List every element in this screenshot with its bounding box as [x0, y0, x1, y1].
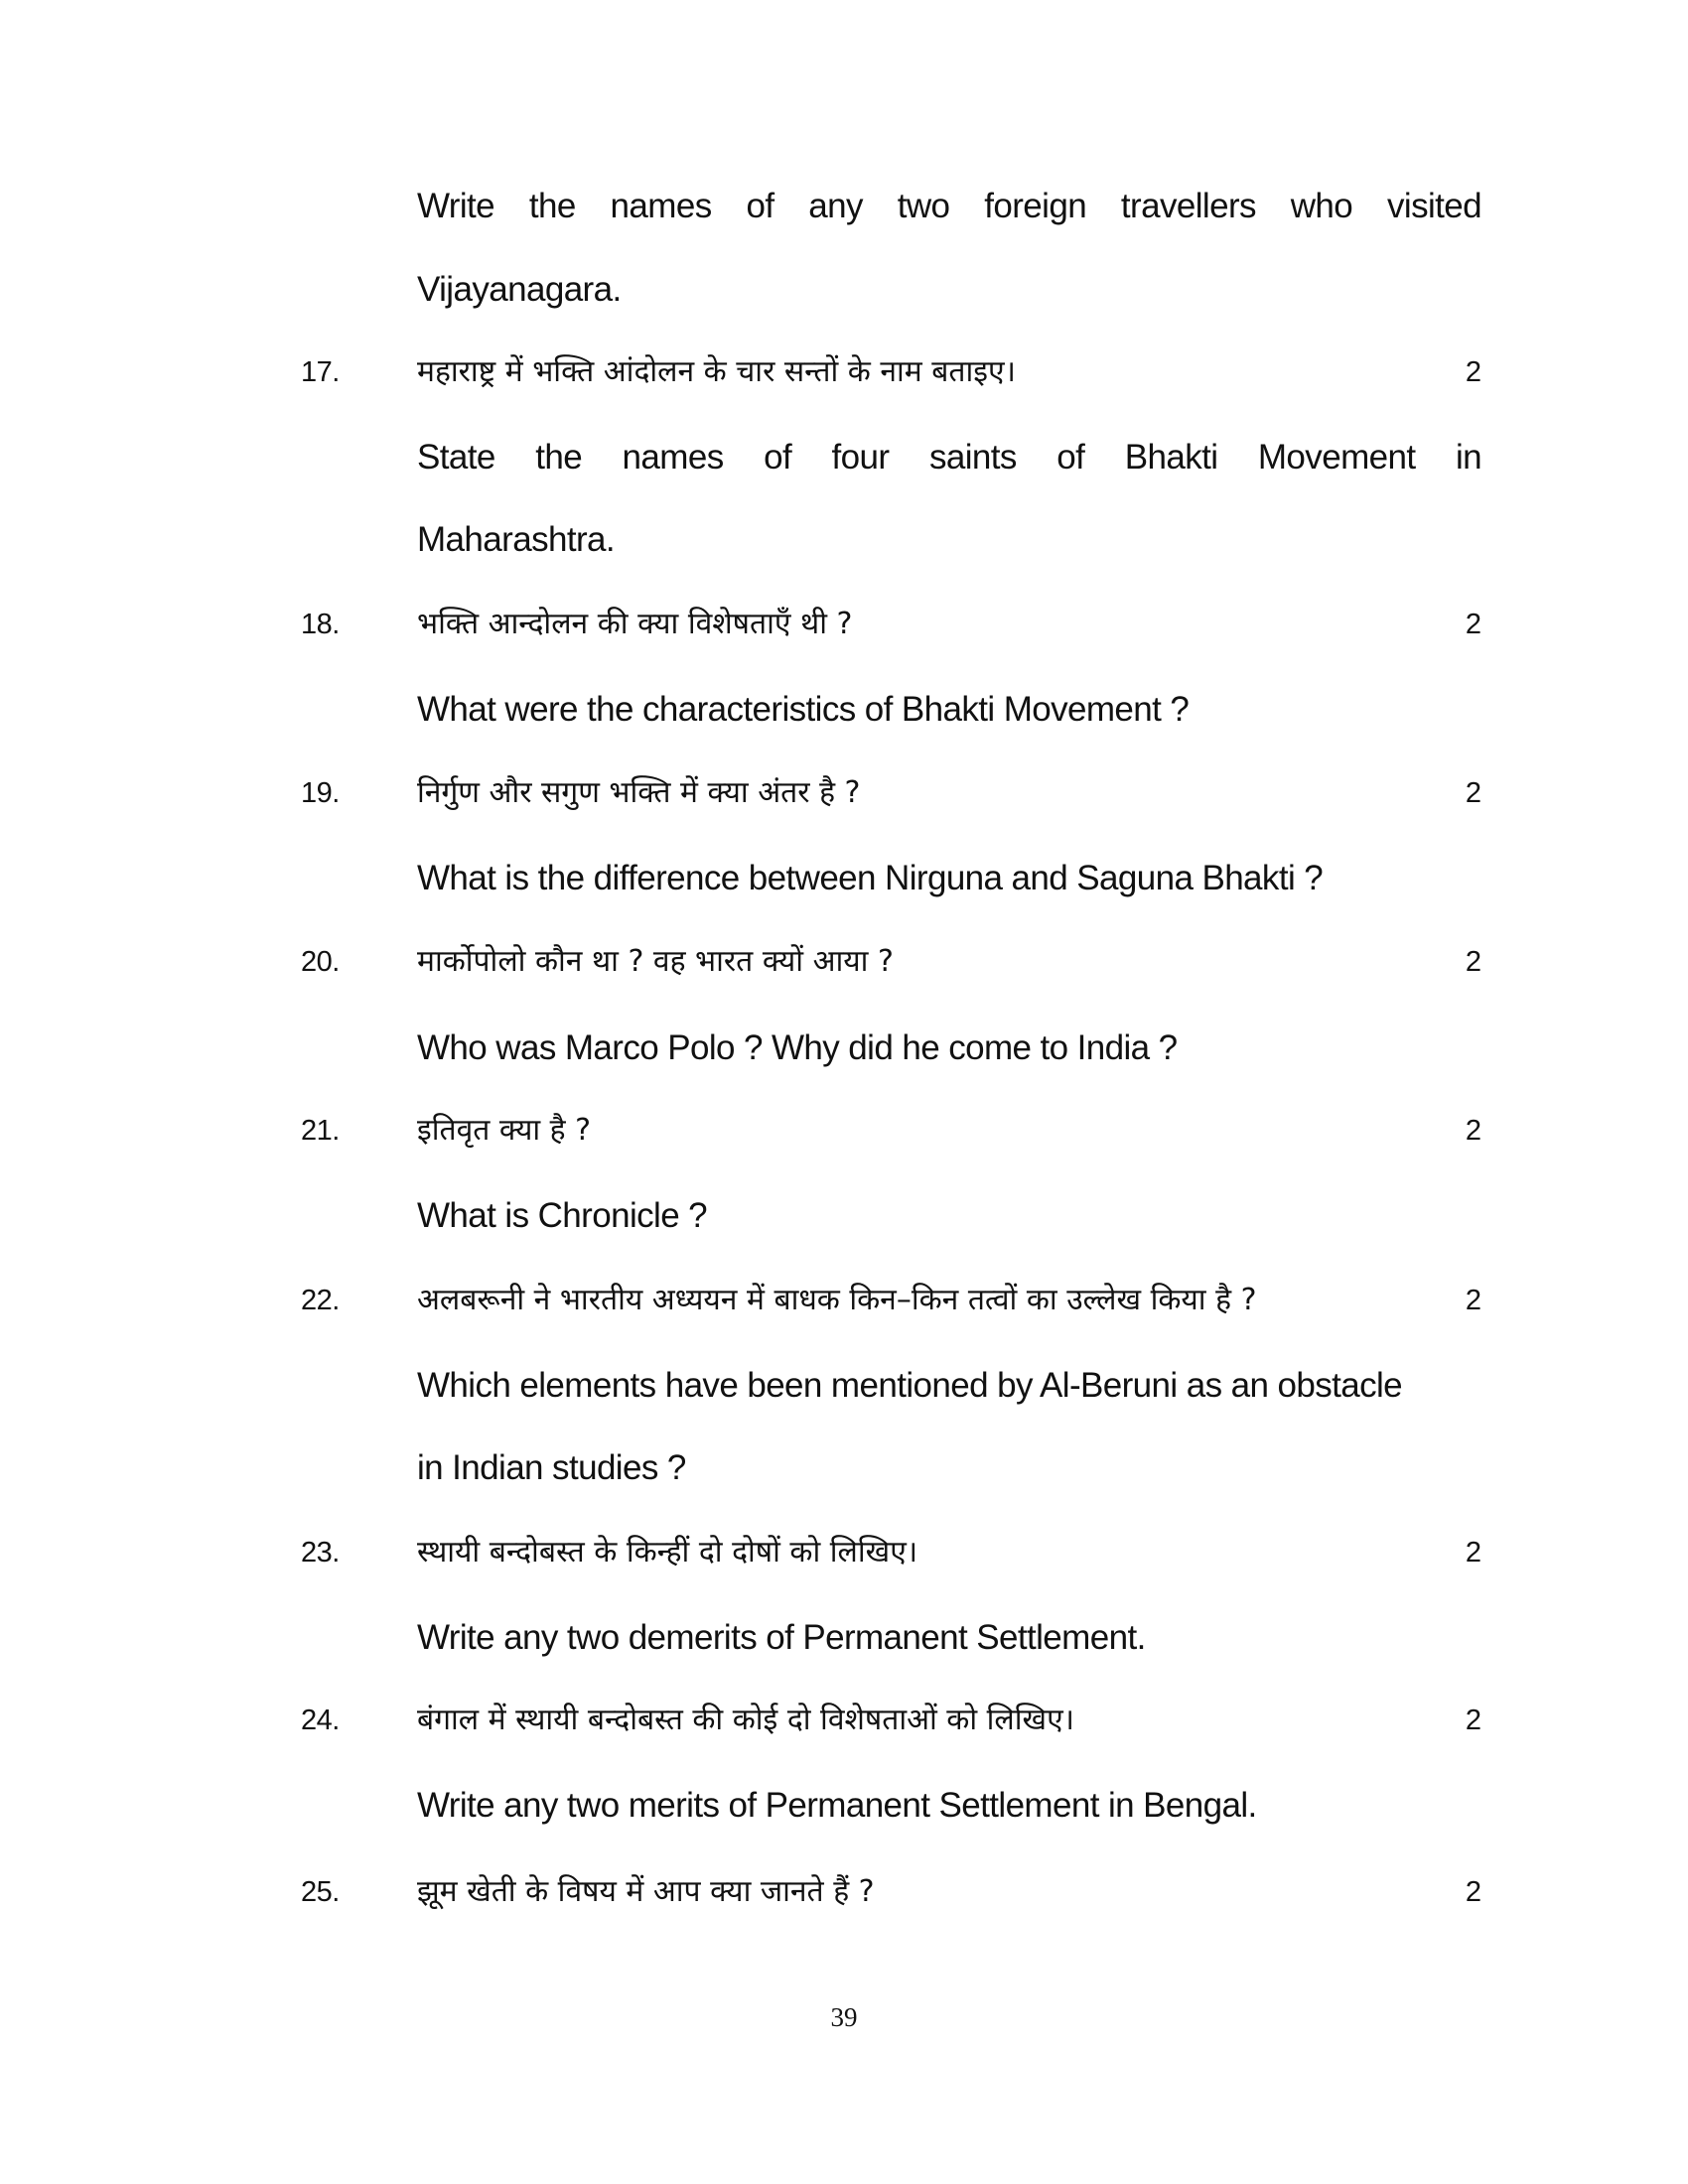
question-english-text: Write the names of any two foreign travellers who visited	[417, 187, 1481, 225]
question-hindi-text: निर्गुण और सगुण भक्ति में क्या अंतर है ?	[417, 775, 861, 810]
carryover-english-line-2	[0, 260, 1688, 320]
question-english-text: What is Chronicle ?	[417, 1196, 708, 1235]
question-22-hindi-row	[0, 1271, 1688, 1330]
page-number: 39	[830, 2002, 858, 2032]
question-22-english-line-1	[0, 1356, 1688, 1416]
question-22-english-line-2	[0, 1438, 1688, 1498]
question-23-hindi-row	[0, 1523, 1688, 1582]
question-marks: 2	[1465, 1285, 1481, 1316]
question-24-hindi-row	[0, 1691, 1688, 1750]
question-number: 23.	[301, 1537, 340, 1569]
question-marks: 2	[1465, 946, 1481, 978]
question-hindi-text: महाराष्ट्र में भक्ति आंदोलन के चार सन्तों के नाम बताइए।	[417, 354, 1016, 389]
question-english-text: What is the difference between Nirguna and Saguna Bhakti ?	[417, 859, 1324, 897]
question-english-text: What were the characteristics of Bhakti Movement ?	[417, 690, 1190, 729]
carryover-english-line-1	[0, 177, 1688, 236]
question-number: 25.	[301, 1876, 340, 1908]
question-english-text: in Indian studies ?	[417, 1448, 686, 1487]
question-number: 18.	[301, 609, 340, 640]
question-number: 24.	[301, 1705, 340, 1736]
question-hindi-text: इतिवृत क्या है ?	[417, 1113, 592, 1148]
question-19-hindi-row	[0, 763, 1688, 823]
question-number: 17.	[301, 356, 340, 388]
question-hindi-text: मार्कोपोलो कौन था ? वह भारत क्यों आया ?	[417, 944, 894, 979]
question-23-english-line-1	[0, 1608, 1688, 1668]
question-24-english-line-1	[0, 1776, 1688, 1836]
question-number: 20.	[301, 946, 340, 978]
question-hindi-text: झूम खेती के विषय में आप क्या जानते हैं ?	[417, 1874, 875, 1909]
question-18-english-line-1	[0, 680, 1688, 740]
question-18-hindi-row	[0, 595, 1688, 654]
question-english-text: Write any two merits of Permanent Settlement in Bengal.	[417, 1786, 1257, 1825]
question-17-hindi-row	[0, 342, 1688, 402]
question-hindi-text: स्थायी बन्दोबस्त के किन्हीं दो दोषों को लिखिए।	[417, 1535, 918, 1570]
question-number: 21.	[301, 1115, 340, 1147]
question-17-english-line-2	[0, 510, 1688, 570]
question-hindi-text: अलबरूनी ने भारतीय अध्ययन में बाधक किन–किन तत्वों का उल्लेख किया है ?	[417, 1283, 1257, 1317]
question-20-english-line-1	[0, 1019, 1688, 1078]
question-number: 22.	[301, 1285, 340, 1316]
question-marks: 2	[1465, 1876, 1481, 1908]
question-english-text: State the names of four saints of Bhakti Movement in	[417, 438, 1481, 477]
question-english-text: Which elements have been mentioned by Al-Beruni as an obstacle	[417, 1366, 1403, 1405]
question-hindi-text: भक्ति आन्दोलन की क्या विशेषताएँ थी ?	[417, 607, 853, 641]
question-english-text: Vijayanagara.	[417, 270, 622, 309]
question-marks: 2	[1465, 609, 1481, 640]
question-21-english-line-1	[0, 1186, 1688, 1246]
question-marks: 2	[1465, 777, 1481, 809]
question-hindi-text: बंगाल में स्थायी बन्दोबस्त की कोई दो विशेषताओं को लिखिए।	[417, 1703, 1075, 1737]
question-21-hindi-row	[0, 1101, 1688, 1160]
question-marks: 2	[1465, 1537, 1481, 1569]
question-english-text: Who was Marco Polo ? Why did he come to India ?	[417, 1028, 1178, 1067]
question-20-hindi-row	[0, 932, 1688, 992]
question-english-text: Write any two demerits of Permanent Settlement.	[417, 1618, 1146, 1657]
question-marks: 2	[1465, 1705, 1481, 1736]
question-marks: 2	[1465, 1115, 1481, 1147]
question-19-english-line-1	[0, 849, 1688, 908]
question-17-english-line-1	[0, 428, 1688, 487]
question-marks: 2	[1465, 356, 1481, 388]
question-25-hindi-row	[0, 1862, 1688, 1922]
question-number: 19.	[301, 777, 340, 809]
question-english-text: Maharashtra.	[417, 520, 616, 559]
